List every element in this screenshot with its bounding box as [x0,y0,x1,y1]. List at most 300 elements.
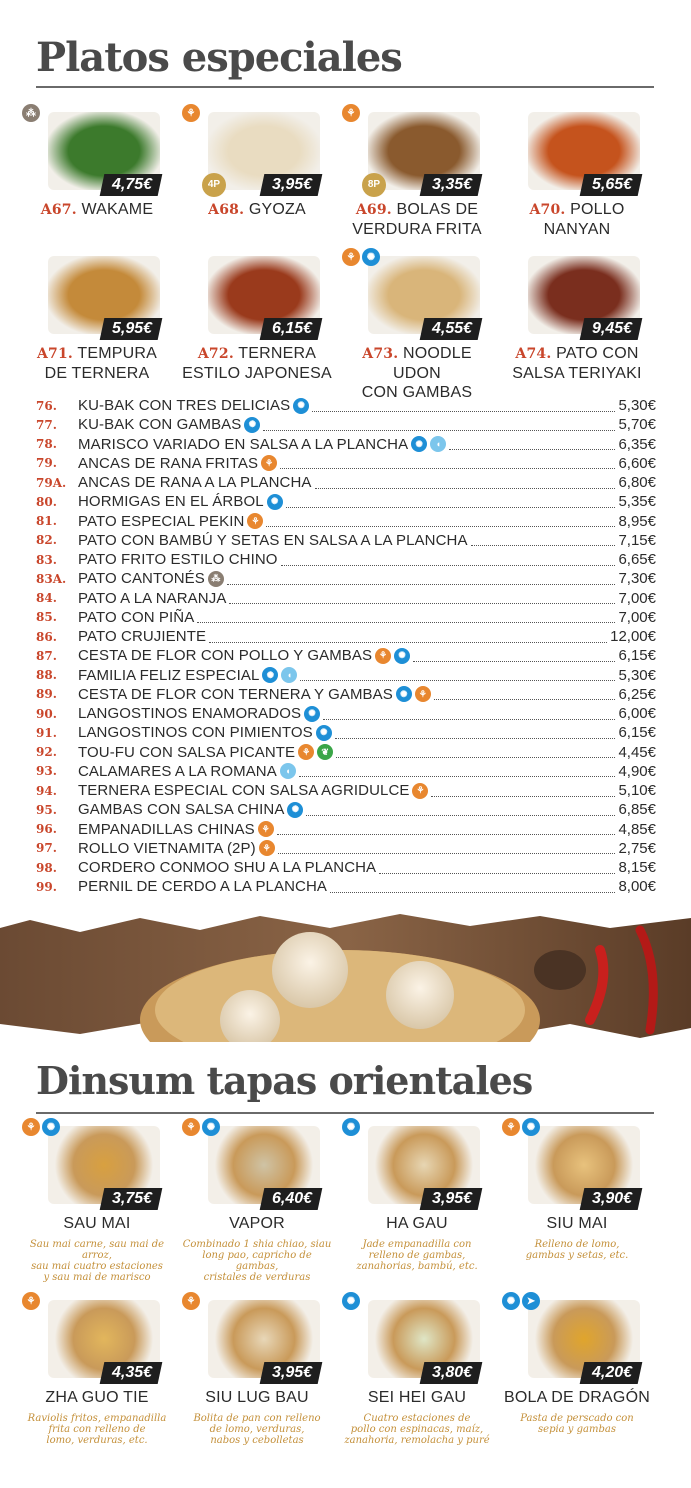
dot-leader [434,688,616,700]
allergen-icons [22,1292,40,1310]
special-card[interactable] [182,104,332,244]
dot-leader [280,457,615,469]
item-number: 84. [36,591,57,606]
dish-code: A68. [208,202,245,218]
allergen-icons [342,1292,360,1310]
dish-name-line2: ESTILO JAPONESA [182,365,332,382]
description-line: y sau mai de marisco [43,1272,151,1283]
list-item[interactable] [36,704,656,723]
dimsum-name: SIU LUG BAU [205,1389,309,1406]
item-price: 12,00€ [610,628,656,646]
gluten-icon: ⚘ [247,513,263,529]
dot-leader [449,438,615,450]
list-item[interactable] [36,627,656,646]
price-tag [100,174,163,196]
price-tag [580,1188,643,1210]
dimsum-description [22,1413,172,1446]
item-name [78,840,275,857]
mollusc-icon: ◖ [281,667,297,683]
dimsum-card[interactable] [22,1292,172,1462]
crustacean-icon: ✺ [502,1292,520,1310]
special-card[interactable] [502,104,652,244]
item-number: 96. [36,822,57,837]
gluten-icon: ⚘ [261,455,277,471]
dish-name-line1: BOLAS DE [396,201,479,218]
soy-icon: ❦ [317,744,333,760]
dumpling-banner-image [0,910,691,1042]
list-item[interactable] [36,723,656,742]
item-price: 7,00€ [618,608,656,626]
list-item[interactable] [36,800,656,819]
description-line: relleno de gambas, [368,1250,466,1261]
gluten-icon: ⚘ [182,104,200,122]
crustacean-icon: ✺ [304,706,320,722]
dish-code: A72. [197,346,234,362]
item-price: 6,85€ [618,801,656,819]
item-price: 6,80€ [618,474,656,492]
gluten-icon: ⚘ [375,648,391,664]
dish-code: A73. [362,346,399,362]
crustacean-icon: ✺ [396,686,412,702]
price-label: 4,75€ [111,176,152,193]
description-line: nabos y cebolletas [210,1435,304,1446]
dimsum-card[interactable] [182,1292,332,1462]
special-card[interactable] [342,104,492,244]
price-tag [260,318,323,340]
description-line: Raviolis fritos, empanadilla [27,1413,167,1424]
crustacean-icon: ✺ [202,1118,220,1136]
list-item[interactable] [36,839,656,858]
item-name-text: ANCAS DE RANA A LA PLANCHA [78,474,312,492]
dot-leader [227,573,616,585]
sesame-icon: ⁂ [208,571,224,587]
dimsum-card[interactable] [22,1118,172,1288]
description-line: gambas y setas, etc. [525,1250,629,1261]
item-price: 8,95€ [618,512,656,530]
dimsum-name: BOLA DE DRAGÓN [504,1389,650,1406]
list-item[interactable] [36,762,656,781]
allergen-icons [342,104,360,122]
crustacean-icon: ✺ [522,1118,540,1136]
list-item[interactable] [36,512,656,531]
dot-leader [278,842,616,854]
portion-badge: 8P [362,173,386,197]
item-price: 4,45€ [618,743,656,761]
description-line: de lomo, verduras, [209,1424,305,1435]
item-name [78,474,312,491]
special-card[interactable] [502,248,652,388]
gluten-icon: ⚘ [502,1118,520,1136]
dot-leader [197,611,615,623]
price-label: 4,35€ [111,1364,152,1381]
dish-name [342,344,492,402]
item-name [78,647,410,664]
item-number: 83. [36,552,57,567]
description-line: Relleno de lomo, [534,1239,620,1250]
price-tag [260,1362,323,1384]
description-line: sepia y gambas [538,1424,616,1435]
dimsum-description [342,1239,492,1272]
dish-name [502,344,652,383]
special-card[interactable] [182,248,332,388]
item-name-text: EMPANADILLAS CHINAS [78,820,255,838]
dimsum-name: SIU MAI [546,1215,608,1232]
description-line: long pao, capricho de gambas, [202,1250,312,1272]
dish-name-line2: VERDURA FRITA [352,221,482,238]
price-tag [100,318,163,340]
list-item[interactable] [36,550,656,569]
crustacean-icon: ✺ [287,802,303,818]
gluten-icon: ⚘ [342,248,360,266]
item-price: 6,25€ [618,685,656,703]
dot-leader [299,765,616,777]
dot-leader [300,669,615,681]
allergen-icons [502,1292,540,1310]
dish-name-line1: PATO CON [556,345,639,362]
item-name-text: KU-BAK CON GAMBAS [78,416,242,434]
price-label: 3,90€ [591,1190,632,1207]
gluten-icon: ⚘ [298,744,314,760]
item-name [78,570,224,587]
dish-name-line1: POLLO [570,201,625,218]
item-name [78,705,320,722]
item-number: 90. [36,706,57,721]
item-number: 86. [36,629,57,644]
list-item[interactable] [36,666,656,685]
item-number: 80. [36,494,57,509]
description-line: lomo, verduras, etc. [46,1435,148,1446]
item-name [78,686,431,703]
crustacean-icon: ✺ [362,248,380,266]
item-name [78,436,446,453]
crustacean-icon: ✺ [42,1118,60,1136]
crustacean-icon: ✺ [411,436,427,452]
dish-name [182,200,332,220]
item-name [78,590,226,607]
dimsum-description [182,1239,332,1283]
list-item[interactable] [36,492,656,511]
allergen-icons [502,1118,540,1136]
item-name-text: HORMIGAS EN EL ÁRBOL [78,493,264,511]
dot-leader [229,592,615,604]
gluten-icon: ⚘ [22,1292,40,1310]
price-tag [420,174,483,196]
dimsum-card[interactable] [502,1118,652,1288]
item-name [78,513,263,530]
dot-leader [471,534,616,546]
item-price: 6,15€ [618,724,656,742]
dish-code: A70. [529,202,566,218]
item-name-text: GAMBAS CON SALSA CHINA [78,801,285,819]
item-name [78,416,260,433]
dish-name-line1: TERNERA [238,345,317,362]
description-line: pollo con espinacas, maíz, [350,1424,484,1435]
allergen-icons [182,104,200,122]
item-name [78,609,194,626]
price-tag [580,174,643,196]
price-label: 3,95€ [271,176,312,193]
item-name [78,667,297,684]
item-number: 81. [36,514,57,529]
gluten-icon: ⚘ [412,783,428,799]
item-number: 95. [36,802,57,817]
item-number: 92. [36,745,57,760]
item-name [78,859,376,876]
crustacean-icon: ✺ [244,417,260,433]
dot-leader [335,727,616,739]
dish-name [182,344,332,383]
dot-leader [315,477,616,489]
item-name-text: PATO A LA NARANJA [78,589,227,607]
item-price: 4,85€ [618,820,656,838]
dimsum-description [502,1239,652,1261]
dot-leader [263,419,615,431]
price-label: 3,75€ [111,1190,152,1207]
item-price: 5,35€ [618,493,656,511]
item-number: 76. [36,398,57,413]
price-label: 3,95€ [271,1364,312,1381]
price-tag [260,1188,323,1210]
dimsum-card[interactable] [182,1118,332,1288]
description-line: Bolita de pan con relleno [193,1413,321,1424]
dish-name-line2: NANYAN [543,221,611,238]
item-name [78,744,333,761]
item-number: 88. [36,668,57,683]
item-name [78,821,274,838]
dimsum-description [22,1239,172,1283]
item-price: 5,30€ [618,666,656,684]
item-name-text: LANGOSTINOS CON PIMIENTOS [78,724,313,742]
list-item[interactable] [36,781,656,800]
dish-list [36,396,656,897]
gluten-icon: ⚘ [258,821,274,837]
dot-leader [431,785,615,797]
crustacean-icon: ✺ [316,725,332,741]
dot-leader [413,650,615,662]
dimsum-name: VAPOR [229,1215,285,1232]
list-item[interactable] [36,589,656,608]
list-item[interactable] [36,473,656,492]
item-name-text: CALAMARES A LA ROMANA [78,762,277,780]
item-price: 7,15€ [618,531,656,549]
dish-name [342,200,492,239]
allergen-icons [22,104,40,122]
item-number: 94. [36,783,57,798]
item-number: 99. [36,879,57,894]
item-name-text: CESTA DE FLOR CON TERNERA Y GAMBAS [78,685,393,703]
dimsum-card[interactable] [342,1118,492,1288]
item-number: 78. [36,437,57,452]
crustacean-icon: ✺ [394,648,410,664]
list-item[interactable] [36,858,656,877]
dot-leader [312,400,615,412]
item-price: 7,30€ [618,570,656,588]
crustacean-icon: ✺ [342,1292,360,1310]
list-item[interactable] [36,820,656,839]
price-tag [420,1362,483,1384]
description-line: Jade empanadilla con [362,1239,472,1250]
dimsum-title: Dinsum tapas orientales [36,1058,533,1103]
item-name [78,763,296,780]
gluten-icon: ⚘ [182,1118,200,1136]
item-number: 98. [36,860,57,875]
mollusc-icon: ◖ [430,436,446,452]
item-name-text: LANGOSTINOS ENAMORADOS [78,705,302,723]
dish-code: A71. [36,346,74,362]
list-item[interactable] [36,454,656,473]
item-price: 6,15€ [618,647,656,665]
price-label: 5,95€ [111,320,152,337]
price-label: 3,95€ [431,1190,472,1207]
item-name-text: KU-BAK CON TRES DELICIAS [78,397,291,415]
dish-name [22,344,172,383]
gluten-icon: ⚘ [22,1118,40,1136]
special-card[interactable] [22,248,172,388]
allergen-icons [342,248,380,266]
dot-leader [323,708,615,720]
mollusc-icon: ◖ [280,763,296,779]
special-card[interactable] [342,248,492,401]
description-line: frita con relleno de [48,1424,146,1435]
special-card[interactable] [22,104,172,244]
specials-title-rule [36,86,654,88]
price-label: 9,45€ [591,320,632,337]
item-name-text: MARISCO VARIADO EN SALSA A LA PLANCHA [78,435,409,453]
crustacean-icon: ✺ [262,667,278,683]
dot-leader [209,631,607,643]
allergen-icons [22,1118,60,1136]
dimsum-name: SEI HEI GAU [367,1389,467,1406]
item-name [78,455,277,472]
price-tag [420,1188,483,1210]
dish-name-line2: SALSA TERIYAKI [512,365,642,382]
dimsum-name: HA GAU [386,1215,448,1232]
item-name [78,878,327,895]
item-name-text: PATO CRUJIENTE [78,628,207,646]
dish-name [502,200,652,239]
item-name-text: CESTA DE FLOR CON POLLO Y GAMBAS [78,647,373,665]
dimsum-description [182,1413,332,1446]
list-item[interactable] [36,415,656,434]
item-name [78,493,283,510]
item-price: 6,65€ [618,551,656,569]
item-price: 6,60€ [618,454,656,472]
dot-leader [379,862,615,874]
item-name-text: ANCAS DE RANA FRITAS [78,454,259,472]
price-label: 5,65€ [591,176,632,193]
list-item[interactable] [36,569,656,588]
price-tag [580,1362,643,1384]
price-label: 3,80€ [431,1364,472,1381]
item-number: 91. [36,725,57,740]
allergen-icons [342,1118,360,1136]
item-name-text: PATO CANTONÉS [78,570,205,588]
gluten-icon: ⚘ [182,1292,200,1310]
item-name-text: PATO ESPECIAL PEKIN [78,512,245,530]
item-price: 5,70€ [618,416,656,434]
item-number: 83A. [36,571,67,586]
item-number: 89. [36,687,57,702]
item-number: 97. [36,841,57,856]
dimsum-name: ZHA GUO TIE [45,1389,149,1406]
price-label: 3,35€ [431,176,472,193]
item-name [78,782,428,799]
description-line: zanahorias, bambú, etc. [356,1261,478,1272]
price-label: 4,55€ [431,320,472,337]
description-line: zanahoria, remolacha y puré [344,1435,490,1446]
description-line: Cuatro estaciones de [363,1413,471,1424]
dish-code: A67. [40,202,77,218]
item-price: 6,35€ [618,435,656,453]
item-name [78,628,206,645]
item-name [78,397,309,414]
list-item[interactable] [36,435,656,454]
price-tag [100,1188,163,1210]
item-price: 4,90€ [618,762,656,780]
list-item[interactable] [36,608,656,627]
list-item[interactable] [36,531,656,550]
item-number: 79. [36,456,57,471]
item-name-text: PATO CON PIÑA [78,608,195,626]
dimsum-title-rule [36,1112,654,1114]
item-number: 87. [36,648,57,663]
dimsum-card[interactable] [342,1292,492,1462]
description-line: sau mai cuatro estaciones [31,1261,163,1272]
dot-leader [277,823,616,835]
dot-leader [266,515,615,527]
portion-badge: 4P [202,173,226,197]
item-name-text: PATO CON BAMBÚ Y SETAS EN SALSA A LA PLANCHA [78,531,468,549]
item-name-text: TOU-FU CON SALSA PICANTE [78,743,296,761]
price-tag [580,318,643,340]
dish-code: A74. [515,346,552,362]
dimsum-description [502,1413,652,1435]
price-tag [420,318,483,340]
price-label: 6,15€ [271,320,312,337]
dimsum-card[interactable] [502,1292,652,1462]
dish-name-line1: TEMPURA [77,345,158,362]
list-item[interactable] [36,396,656,415]
item-name-text: CORDERO CONMOO SHU A LA PLANCHA [78,859,377,877]
description-line: Pasta de perscado con [520,1413,634,1424]
list-item[interactable] [36,743,656,762]
list-item[interactable] [36,877,656,896]
dish-name-line1: GYOZA [248,201,306,218]
dish-name-line1: WAKAME [81,201,154,218]
dimsum-name: SAU MAI [63,1215,131,1232]
fish-icon: ➤ [522,1292,540,1310]
crustacean-icon: ✺ [267,494,283,510]
item-price: 5,30€ [618,397,656,415]
item-name-text: FAMILIA FELIZ ESPECIAL [78,666,260,684]
dot-leader [330,881,615,893]
dish-name [22,200,172,220]
price-label: 6,40€ [271,1190,312,1207]
specials-title: Platos especiales [36,34,402,81]
sesame-icon: ⁂ [22,104,40,122]
dot-leader [281,554,616,566]
dish-name-line2: DE TERNERA [44,365,150,382]
list-item[interactable] [36,685,656,704]
item-price: 6,00€ [618,705,656,723]
list-item[interactable] [36,646,656,665]
allergen-icons [182,1118,220,1136]
description-line: Combinado 1 shia chiao, siau [182,1239,332,1250]
item-name [78,532,468,549]
item-number: 79A. [36,475,67,490]
gluten-icon: ⚘ [259,840,275,856]
price-tag [260,174,323,196]
